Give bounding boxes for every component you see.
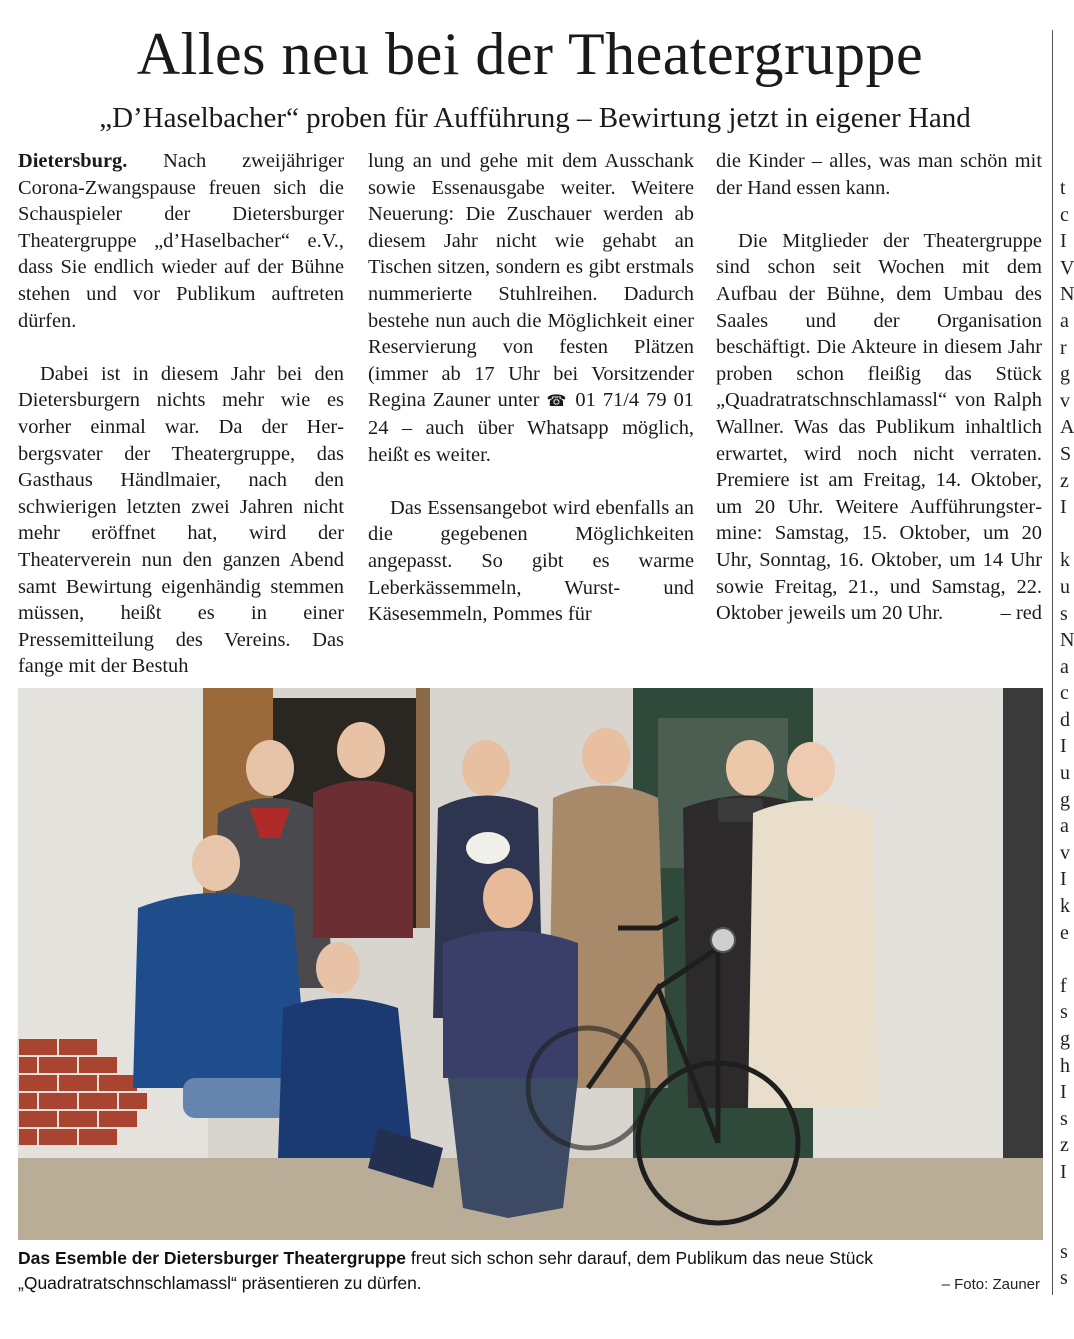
headline: Alles neu bei der Theatergruppe bbox=[136, 21, 924, 87]
paragraph: die Kinder – alles, was man schön mit der Hand essen kann. bbox=[716, 150, 1042, 199]
paragraph: Die Mitglieder der Theatergruppe sind schon seit Wochen mit dem Aufbau der Bühne, dem Umbau des Saales und der Organisation beschäftigt. Die Akteure in diesem Jahr proben schon fleißig das Stück „Quadratratschnschlamassl“ von Ralph Wallner. Was das Publikum inhaltlich erwartet, wird noch nicht verraten. Premiere ist am Freitag, 14. Oktober, um 20 Uhr. Weitere Aufführungstermine: Samstag, 15. Oktober, um 20 Uhr, Sonntag, 16. Oktober, um 14 Uhr sowie Freitag, 21., und Samstag, 22. Oktober jeweils um 20 Uhr. bbox=[716, 229, 1042, 625]
article-column-1 bbox=[18, 148, 344, 680]
column-divider bbox=[1052, 30, 1053, 1295]
group-photo-illustration bbox=[18, 688, 1043, 1240]
paragraph: Das Essensangebot wird ebenfalls an die gegebenen Möglichkeiten angepasst. So gibt es warme Leberkässemmeln, Wurst- und Käsesemmeln, Pommes für bbox=[368, 496, 694, 626]
paragraph-text: Nach zweijähriger Corona-Zwangspause freuen sich die Schauspieler der Dietersburger Theatergruppe „d’Haselbacher“ e.V., dass Sie endlich wieder auf der Bühne stehen und vor Publikum auftreten dürfen. bbox=[18, 150, 344, 332]
caption-text: freut sich schon sehr darauf, dem Publikum das neue Stück „Quadratratschnschlamassl“ präsentieren zu dürfen. bbox=[18, 1248, 873, 1293]
article-column-3 bbox=[716, 148, 1042, 627]
group-photo bbox=[18, 688, 1043, 1240]
subheadline: „D’Haselbacher“ proben für Aufführung – Bewirtung jetzt in eigener Hand bbox=[99, 102, 971, 134]
paragraph bbox=[368, 148, 694, 468]
caption-lead: Das Esemble der Dietersburger Theatergruppe bbox=[18, 1248, 407, 1268]
phone-icon: ☎ bbox=[546, 391, 569, 411]
paragraph: Dabei ist in diesem Jahr bei den Dietersburgern nichts mehr wie es vorher einmal war. Da der Herbergsvater der Theatergruppe, das Gasthaus Händlmaier, nach den schwierigen letzten zwei Jahren nicht mehr eröffnet hat, wird der Theaterverein nun den ganzen Abend samt Bewirtung eigenhändig stemmen müssen, heißt es in einer Pressemitteilung des Vereins. Das fange mit der Bestuh bbox=[18, 362, 344, 678]
adjacent-article-edge: t c I V N a r g v A S z I k u s N a c d I u g a v I k e f s g h I s z I s s bbox=[1060, 177, 1074, 1290]
article-column-2 bbox=[368, 148, 694, 628]
paragraph-text: lung an und gehe mit dem Ausschank sowie Essenausgabe weiter. Weitere Neuerung: Die Zuschauer werden ab diesem Jahr nicht wie gehabt an Tischen sitzen, sondern es gibt erstmals nummerierte Stuhlreihen. Dadurch bestehe nun auch die Möglichkeit einer Reservierung von festen Plätzen (immer ab 17 Uhr bei Vorsitzender Regina Zauner unter bbox=[368, 150, 694, 412]
dateline: Dietersburg. bbox=[18, 150, 128, 172]
paragraph-text: 01 71/4 79 01 24 – auch über Whatsapp möglich, heißt es weiter. bbox=[368, 389, 694, 466]
paragraph bbox=[18, 148, 344, 334]
author-signoff: – red bbox=[1000, 602, 1042, 625]
photo-caption bbox=[18, 1246, 1048, 1296]
photo-credit: – Foto: Zauner bbox=[941, 1276, 1040, 1293]
